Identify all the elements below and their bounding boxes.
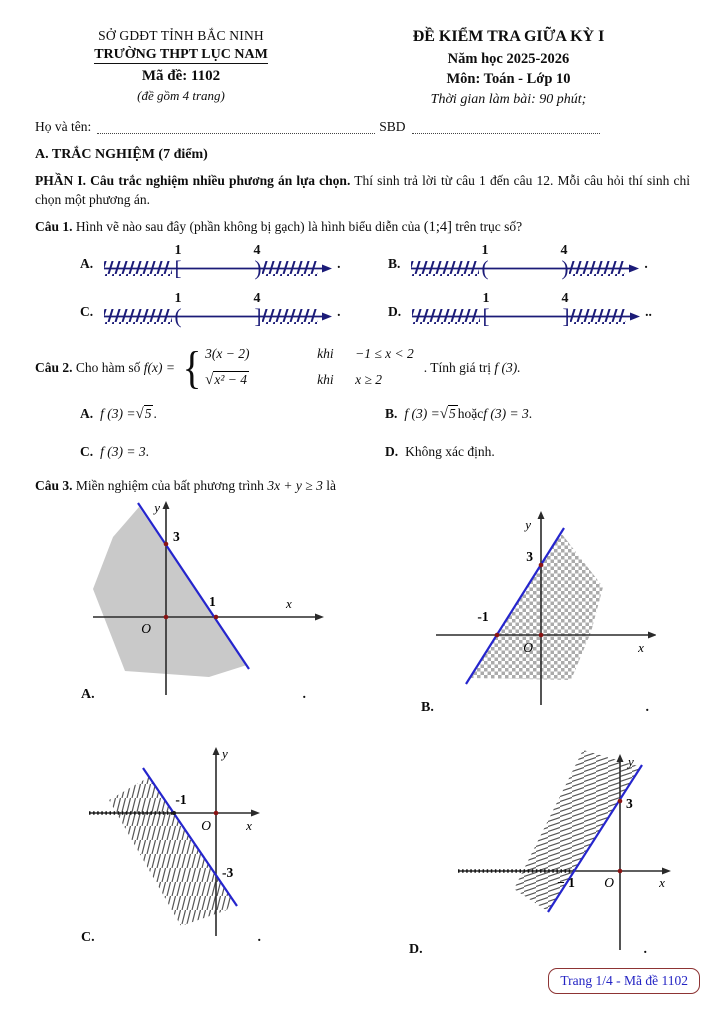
shaded-region-stripes	[109, 777, 232, 926]
q2-option-A	[80, 404, 385, 425]
number-line-svg	[407, 242, 639, 286]
option-letter: A.	[80, 256, 94, 272]
x-axis-arrow	[648, 631, 656, 638]
shaded-region-solid	[93, 507, 247, 677]
q3-option-C	[81, 742, 421, 960]
department-name: SỞ GDĐT TỈNH BẮC NINH	[98, 28, 264, 43]
case-khi: khi	[317, 371, 334, 387]
option-letter: D.	[409, 941, 423, 957]
q3-option-A	[81, 499, 421, 718]
number-line-figure-C	[100, 290, 332, 334]
left-bracket: [	[482, 303, 490, 328]
tick-4: 4	[560, 242, 568, 258]
graph-B-svg	[421, 507, 656, 712]
school-name: TRƯỜNG THPT LỤC NAM	[94, 47, 268, 63]
tick-1: 1	[174, 290, 182, 306]
tick-1: 1	[174, 242, 182, 258]
case-expression-sqrt: √x² − 4	[205, 371, 247, 388]
x-intercept-label: − 1	[557, 874, 575, 890]
x-axis-label: x	[659, 874, 665, 890]
graph-D-svg	[440, 742, 672, 954]
subject: Môn: Toán - Lớp 10	[446, 71, 571, 88]
q2-fx: f(x) =	[143, 359, 175, 375]
exam-code: Mã đề: 1102	[141, 68, 221, 85]
sbd-dotted-field	[412, 120, 600, 134]
pages-note: (đề gồm 4 trang)	[137, 88, 225, 104]
q2-option-D	[385, 442, 690, 461]
option-period: .	[337, 304, 341, 320]
number-line-svg	[100, 242, 332, 286]
school-block	[35, 26, 327, 110]
option-letter: B.	[385, 406, 398, 422]
q3-graph-row-2	[81, 742, 690, 960]
sbd-label: SBD	[379, 118, 406, 134]
option-letter: D.	[388, 304, 402, 320]
q2-option-C	[80, 442, 385, 461]
case-khi: khi	[317, 345, 334, 361]
y-axis-arrow	[617, 754, 624, 762]
option-letter: B.	[388, 256, 401, 272]
case-expression: 3(x − 2)	[205, 345, 250, 361]
origin-label: O	[523, 639, 533, 655]
piecewise-function	[205, 344, 414, 391]
origin-label: O	[201, 817, 211, 833]
y-axis-label: y	[628, 753, 634, 769]
q3-option-B	[421, 499, 690, 718]
q2-fval: f (3).	[494, 359, 521, 375]
option-letter: B.	[421, 699, 434, 715]
y-axis-label: y	[222, 745, 228, 761]
name-label: Họ và tên:	[35, 118, 92, 134]
section-a-title: A. TRẮC NGHIỆM (7 điểm)	[35, 146, 208, 162]
graph-C-svg	[81, 742, 321, 942]
shaded-region-stripes	[514, 750, 641, 912]
option-period: ..	[645, 304, 652, 320]
q1-option-A	[80, 242, 388, 286]
q1-text-tail: trên trục số?	[455, 219, 523, 235]
x-axis-label: x	[246, 817, 252, 833]
option-math: f (3) =	[404, 406, 440, 422]
option-period: .	[337, 256, 341, 272]
q1-option-D	[388, 290, 690, 334]
piecewise-case-2	[205, 370, 414, 391]
number-line-figure-B	[407, 242, 639, 286]
x-intercept-label: -1	[175, 791, 187, 807]
x-axis-label: x	[638, 639, 644, 655]
q3-option-D	[409, 742, 690, 960]
right-bracket: )	[561, 255, 569, 280]
option-period: .	[643, 941, 647, 957]
graph-B-caption	[421, 698, 649, 718]
graph-C-caption	[81, 928, 261, 948]
number-line-svg	[100, 290, 332, 334]
q3-text: Miền nghiệm của bất phương trình	[75, 477, 264, 493]
option-period: .	[302, 686, 306, 702]
y-axis-arrow	[538, 511, 545, 519]
y-intercept-label: 3	[173, 528, 180, 544]
q2-option-B	[385, 404, 690, 425]
tick-1: 1	[482, 290, 490, 306]
time-limit: Thời gian làm bài: 90 phút;	[430, 91, 587, 107]
q1-label: Câu 1.	[35, 219, 73, 235]
tick-4: 4	[561, 290, 569, 306]
y-axis-label: y	[154, 499, 160, 515]
left-bracket: [	[174, 255, 182, 280]
option-letter: A.	[80, 406, 94, 422]
tick-4: 4	[253, 242, 261, 258]
y-intercept-label: 3	[626, 795, 633, 811]
piecewise-case-1	[205, 344, 414, 363]
option-sqrt: √5	[439, 406, 456, 423]
right-bracket: )	[254, 255, 262, 280]
option-math: f (3) =	[100, 406, 136, 422]
number-line-figure-D	[408, 290, 640, 334]
graph-A-svg	[81, 499, 381, 699]
page-number-text: Trang 1/4 - Mã đề 1102	[560, 972, 688, 988]
piecewise-brace: {	[182, 341, 202, 393]
q3-label: Câu 3.	[35, 477, 73, 493]
right-bracket: ]	[254, 303, 262, 328]
option-plain: Không xác định.	[405, 444, 495, 460]
question-3	[35, 476, 690, 495]
option-text: .	[153, 406, 157, 422]
x-axis-arrow	[251, 809, 260, 816]
tick-4: 4	[253, 290, 261, 306]
case-condition: −1 ≤ x < 2	[355, 345, 414, 361]
name-dotted-field	[97, 120, 375, 134]
option-math2: f (3) = 3	[483, 406, 529, 422]
q3-inequality: 3x + y ≥ 3	[267, 477, 323, 493]
option-letter: D.	[385, 444, 399, 460]
x-intercept-label: -1	[477, 608, 489, 624]
q3-text-tail: là	[326, 477, 336, 493]
y-intercept-label: 3	[526, 548, 533, 564]
q2-text: Cho hàm số	[75, 359, 141, 375]
left-bracket: (	[481, 255, 489, 280]
x-axis-label: x	[286, 595, 292, 611]
part1-desc: Thí sinh trả lời từ câu 1 đến câu 12. Mỗi câu hỏi thí sinh chỉ chọn một phương án.	[35, 172, 690, 207]
right-bracket: ]	[562, 303, 570, 328]
case-condition: x ≥ 2	[355, 371, 382, 387]
question-1	[35, 217, 690, 238]
option-plain: .	[145, 444, 149, 460]
x-intercept-label: 1	[209, 593, 216, 609]
q2-options	[35, 404, 690, 461]
exam-title: ĐỀ KIỂM TRA GIỮA KỲ I	[412, 28, 605, 45]
q1-option-C	[80, 290, 388, 334]
option-period: .	[257, 929, 261, 945]
x-axis-arrow	[662, 867, 671, 874]
option-letter: C.	[81, 929, 95, 945]
option-period: .	[644, 256, 648, 272]
option-plain: .	[528, 406, 533, 422]
y-axis-arrow	[163, 501, 170, 509]
page-header	[35, 26, 690, 110]
y-axis-label: y	[525, 516, 531, 532]
q1-interval: (1;4]	[423, 219, 452, 236]
part1-intro	[35, 171, 690, 209]
graph-A-caption	[81, 685, 306, 705]
origin-label: O	[604, 874, 614, 890]
tick-1: 1	[481, 242, 489, 258]
graph-D-caption	[409, 940, 647, 960]
option-letter: C.	[80, 444, 94, 460]
exam-title-block	[327, 26, 690, 110]
number-line-svg	[408, 290, 640, 334]
option-conj: hoặc	[457, 406, 484, 422]
x-axis-arrow	[315, 613, 324, 620]
student-name-line	[35, 117, 690, 136]
q1-option-B	[388, 242, 690, 286]
option-period: .	[645, 699, 649, 715]
q2-label: Câu 2.	[35, 359, 73, 375]
y-intercept-label: -3	[222, 864, 234, 880]
q1-options	[35, 242, 690, 334]
part1-lead: PHẦN I. Câu trắc nghiệm nhiều phương án lựa chọn.	[35, 172, 351, 188]
q1-text: Hình vẽ nào sau đây (phần không bị gạch) là hình biểu diễn của	[75, 219, 421, 235]
q2-text-tail: . Tính giá trị	[423, 359, 491, 375]
option-letter: A.	[81, 686, 95, 702]
question-2	[35, 341, 690, 393]
page-number-badge	[548, 968, 700, 994]
number-line-figure-A	[100, 242, 332, 286]
y-axis-arrow	[213, 747, 220, 755]
shaded-region-checker	[470, 533, 603, 680]
option-math: f (3) = 3	[100, 444, 146, 460]
origin-label: O	[141, 620, 151, 636]
school-year: Năm học 2025-2026	[447, 50, 570, 67]
q3-graph-row-1	[81, 499, 690, 718]
left-bracket: (	[174, 303, 182, 328]
option-sqrt: √5	[135, 406, 152, 423]
option-letter: C.	[80, 304, 94, 320]
